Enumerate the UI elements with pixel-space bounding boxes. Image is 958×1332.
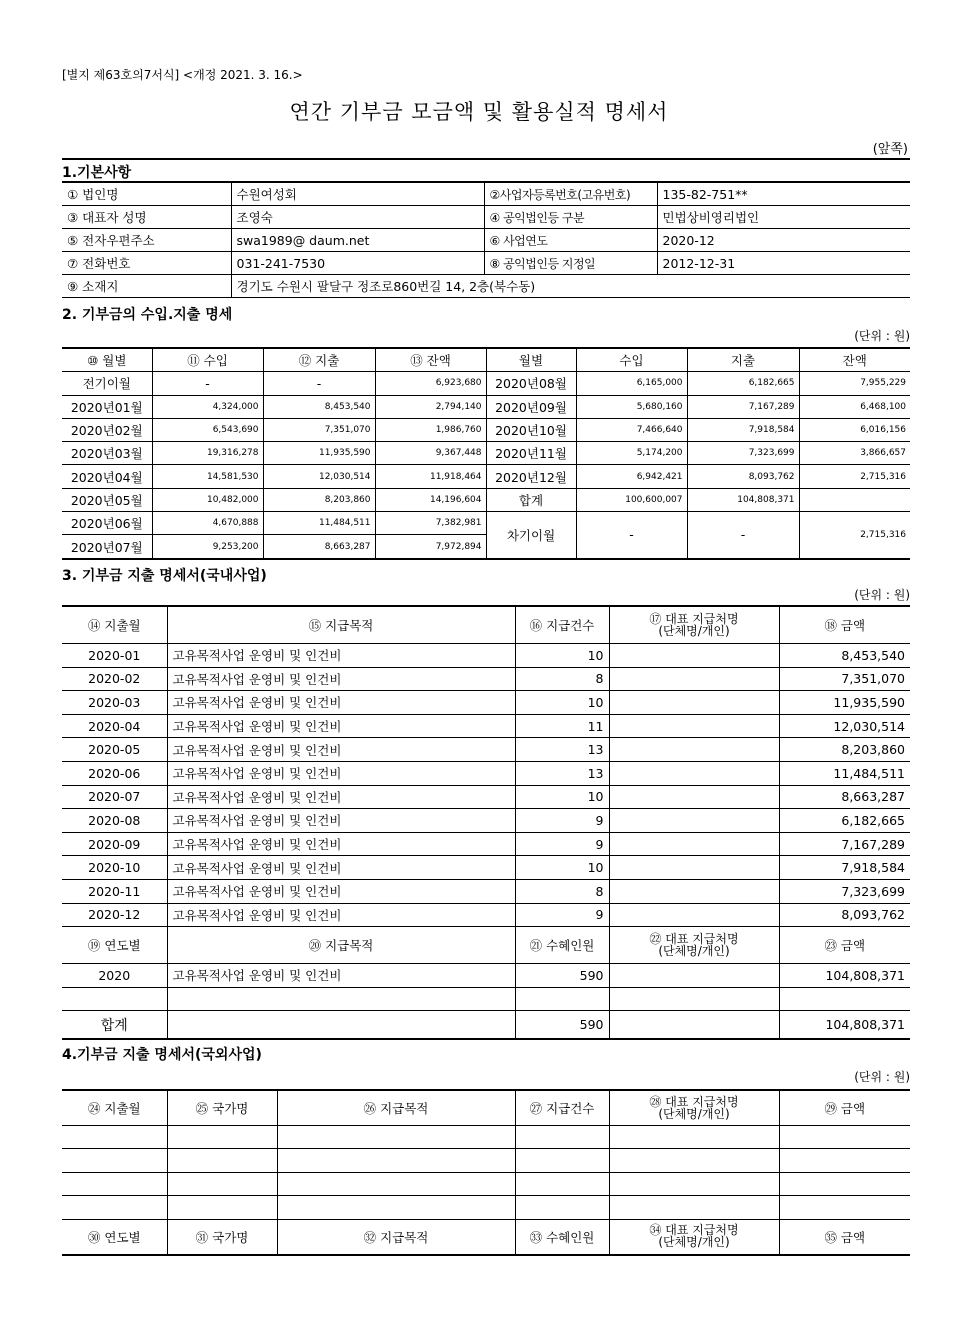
empty-cell	[167, 1149, 277, 1172]
purpose-cell: 고유목적사업 운영비 및 인건비	[167, 964, 515, 988]
table-header-row	[62, 1090, 910, 1126]
month-cell: 2020년04월	[62, 465, 152, 488]
purpose-cell	[167, 1011, 515, 1040]
front-page-label: (앞쪽)	[872, 142, 908, 157]
table-row	[62, 1149, 910, 1172]
header-label	[649, 1096, 738, 1120]
purpose-cell: 고유목적사업 운영비 및 인건비	[167, 879, 515, 903]
table-row	[62, 785, 910, 809]
table-header-row	[62, 348, 910, 372]
month-cell: 2020-07	[62, 785, 167, 809]
field-label: ⑥ 사업연도	[484, 229, 657, 252]
recipient-cell	[609, 714, 779, 738]
amount-cell: 11,935,590	[779, 691, 910, 715]
empty-cell	[515, 1126, 609, 1149]
field-value: 민법상비영리법인	[657, 206, 910, 229]
income-cell: 5,680,160	[576, 395, 687, 418]
expense-cell: 6,182,665	[687, 372, 799, 395]
count-cell: 11	[515, 714, 609, 738]
table-row	[62, 372, 910, 395]
empty-cell	[609, 1126, 779, 1149]
amount-cell: 7,351,070	[779, 667, 910, 691]
empty-cell	[779, 1196, 910, 1219]
field-value: 2012-12-31	[657, 252, 910, 275]
field-value: 031-241-7530	[231, 252, 484, 275]
income-cell: -	[152, 372, 263, 395]
table-row	[62, 879, 910, 903]
header-label	[649, 613, 738, 637]
balance-cell: 2,715,316	[799, 512, 910, 559]
balance-cell: 14,196,604	[375, 488, 486, 511]
recipient-cell	[609, 738, 779, 762]
address-label: ⑨ 소재지	[62, 275, 231, 298]
balance-cell: 3,866,657	[799, 442, 910, 465]
column-header: 수입	[576, 348, 687, 372]
table-row	[62, 667, 910, 691]
balance-cell: 11,918,464	[375, 465, 486, 488]
table-row	[62, 832, 910, 856]
address-row	[62, 275, 910, 298]
income-cell: 19,316,278	[152, 442, 263, 465]
balance-cell: 7,382,981	[375, 512, 486, 535]
expense-cell: 8,203,860	[263, 488, 375, 511]
amount-cell: 8,203,860	[779, 738, 910, 762]
column-header	[609, 927, 779, 964]
column-header: ⑲ 연도별	[62, 927, 167, 964]
basic-info-row	[62, 252, 910, 275]
column-header: ⑯ 지급건수	[515, 606, 609, 644]
recipient-cell	[609, 809, 779, 833]
month-cell: 2020년02월	[62, 418, 152, 441]
month-cell: 2020년09월	[486, 395, 576, 418]
month-cell: 전기이월	[62, 372, 152, 395]
purpose-cell: 고유목적사업 운영비 및 인건비	[167, 644, 515, 668]
recipient-cell	[609, 879, 779, 903]
empty-cell	[167, 1196, 277, 1219]
year-cell	[62, 987, 167, 1011]
income-cell: 5,174,200	[576, 442, 687, 465]
section3-unit: (단위 : 원)	[854, 588, 910, 602]
month-cell: 2020-06	[62, 761, 167, 785]
section3-heading: 3. 기부금 지출 명세서(국내사업)	[62, 568, 267, 584]
table-row	[62, 903, 910, 927]
income-cell: 7,466,640	[576, 418, 687, 441]
balance-cell: 9,367,448	[375, 442, 486, 465]
recipient-cell	[609, 987, 779, 1011]
balance-cell: 6,468,100	[799, 395, 910, 418]
header-line1: ㉒ 대표 지급처명	[649, 931, 739, 946]
header-label	[649, 1224, 738, 1248]
table-row	[62, 856, 910, 880]
expense-cell: 7,918,584	[687, 418, 799, 441]
count-cell: 9	[515, 903, 609, 927]
document-title: 연간 기부금 모금액 및 활용실적 명세서	[289, 100, 669, 124]
address-value: 경기도 수원시 팔달구 정조로860번길 14, 2층(북수동)	[231, 275, 910, 298]
expense-cell: 11,484,511	[263, 512, 375, 535]
column-header: ㉟ 금액	[779, 1219, 910, 1255]
balance-cell: 2,715,316	[799, 465, 910, 488]
month-cell: 합계	[486, 488, 576, 511]
purpose-cell: 고유목적사업 운영비 및 인건비	[167, 738, 515, 762]
month-cell: 2020-12	[62, 903, 167, 927]
empty-cell	[277, 1149, 515, 1172]
month-cell: 2020년05월	[62, 488, 152, 511]
total-row	[62, 1011, 910, 1040]
column-header: 지출	[687, 348, 799, 372]
column-header	[609, 1219, 779, 1255]
amount-cell: 104,808,371	[779, 964, 910, 988]
purpose-cell: 고유목적사업 운영비 및 인건비	[167, 714, 515, 738]
section2-heading: 2. 기부금의 수입.지출 명세	[62, 307, 233, 323]
section4-unit: (단위 : 원)	[854, 1070, 910, 1084]
empty-cell	[62, 1172, 167, 1195]
empty-cell	[779, 1149, 910, 1172]
amount-cell: 6,182,665	[779, 809, 910, 833]
month-cell: 2020년07월	[62, 535, 152, 559]
purpose-cell	[167, 987, 515, 1011]
month-cell: 2020-04	[62, 714, 167, 738]
table-row	[62, 418, 910, 441]
amount-cell: 8,453,540	[779, 644, 910, 668]
month-cell: 2020-02	[62, 667, 167, 691]
empty-cell	[779, 1126, 910, 1149]
empty-cell	[779, 1172, 910, 1195]
column-header: ⑬ 잔액	[375, 348, 486, 372]
column-header: ⑱ 금액	[779, 606, 910, 644]
month-cell: 2020-11	[62, 879, 167, 903]
table-row	[62, 964, 910, 988]
column-header: ⑳ 지급목적	[167, 927, 515, 964]
amount-cell: 8,093,762	[779, 903, 910, 927]
purpose-cell: 고유목적사업 운영비 및 인건비	[167, 903, 515, 927]
table-header-row	[62, 606, 910, 644]
income-cell: 10,482,000	[152, 488, 263, 511]
basic-info-row	[62, 182, 910, 206]
count-cell: 10	[515, 856, 609, 880]
recipient-cell	[609, 832, 779, 856]
empty-cell	[62, 1196, 167, 1219]
month-cell: 2020년01월	[62, 395, 152, 418]
field-label: ① 법인명	[62, 182, 231, 206]
column-header: ㉙ 금액	[779, 1090, 910, 1126]
count-cell: 10	[515, 644, 609, 668]
amount-cell: 7,167,289	[779, 832, 910, 856]
balance-cell: 7,955,229	[799, 372, 910, 395]
field-value: 조영숙	[231, 206, 484, 229]
balance-cell: 6,016,156	[799, 418, 910, 441]
field-label: ⑦ 전화번호	[62, 252, 231, 275]
field-value: 수원여성회	[231, 182, 484, 206]
header-line2: (단체명/개인)	[658, 943, 730, 958]
field-label: ④ 공익법인등 구분	[484, 206, 657, 229]
purpose-cell: 고유목적사업 운영비 및 인건비	[167, 667, 515, 691]
table-row	[62, 488, 910, 511]
header-label	[649, 933, 738, 957]
form-number: [별지 제63호의7서식] <개정 2021. 3. 16.>	[62, 68, 303, 82]
table-row	[62, 512, 910, 535]
count-cell	[515, 987, 609, 1011]
amount-cell: 12,030,514	[779, 714, 910, 738]
expense-cell: 8,093,762	[687, 465, 799, 488]
recipient-cell	[609, 964, 779, 988]
income-cell: -	[576, 512, 687, 559]
empty-cell	[277, 1126, 515, 1149]
month-cell: 2020년10월	[486, 418, 576, 441]
income-cell: 6,942,421	[576, 465, 687, 488]
recipient-cell	[609, 856, 779, 880]
empty-cell	[515, 1149, 609, 1172]
income-cell: 6,543,690	[152, 418, 263, 441]
column-header: ㉝ 수혜인원	[515, 1219, 609, 1255]
balance-cell: 6,923,680	[375, 372, 486, 395]
column-header: 월별	[486, 348, 576, 372]
expense-cell: 11,935,590	[263, 442, 375, 465]
expense-cell: 12,030,514	[263, 465, 375, 488]
empty-cell	[609, 1172, 779, 1195]
month-cell: 2020-09	[62, 832, 167, 856]
column-header: ⑪ 수입	[152, 348, 263, 372]
purpose-cell: 고유목적사업 운영비 및 인건비	[167, 761, 515, 785]
recipient-cell	[609, 761, 779, 785]
table-header-row	[62, 1219, 910, 1255]
section4-heading: 4.기부금 지출 명세서(국외사업)	[62, 1047, 262, 1063]
month-cell: 2020-01	[62, 644, 167, 668]
recipient-cell	[609, 785, 779, 809]
column-header: ㉓ 금액	[779, 927, 910, 964]
carry-forward-label: 차기이월	[486, 512, 576, 559]
column-header: ㉕ 국가명	[167, 1090, 277, 1126]
column-header: ⑫ 지출	[263, 348, 375, 372]
balance-cell: 1,986,760	[375, 418, 486, 441]
month-cell: 2020-08	[62, 809, 167, 833]
income-expense-table	[62, 347, 910, 560]
table-row	[62, 442, 910, 465]
month-cell: 2020-05	[62, 738, 167, 762]
count-cell: 10	[515, 691, 609, 715]
income-cell: 6,165,000	[576, 372, 687, 395]
column-header: ㉛ 국가명	[167, 1219, 277, 1255]
empty-cell	[609, 1196, 779, 1219]
count-cell: 8	[515, 667, 609, 691]
table-row	[62, 714, 910, 738]
empty-cell	[609, 1149, 779, 1172]
balance-cell	[799, 488, 910, 511]
expense-cell: 7,167,289	[687, 395, 799, 418]
purpose-cell: 고유목적사업 운영비 및 인건비	[167, 691, 515, 715]
table-row	[62, 395, 910, 418]
field-value: 2020-12	[657, 229, 910, 252]
field-label: ⑧ 공익법인등 지정일	[484, 252, 657, 275]
table-row	[62, 738, 910, 762]
count-cell: 9	[515, 832, 609, 856]
field-value: swa1989@ daum.net	[231, 229, 484, 252]
field-label: ②사업자등록번호(고유번호)	[484, 182, 657, 206]
month-cell: 2020-10	[62, 856, 167, 880]
column-header: ㉖ 지급목적	[277, 1090, 515, 1126]
empty-cell	[167, 1172, 277, 1195]
month-cell: 2020-03	[62, 691, 167, 715]
column-header: ㉚ 연도별	[62, 1219, 167, 1255]
basic-info-row	[62, 229, 910, 252]
header-line1: ㉞ 대표 지급처명	[649, 1223, 739, 1238]
section2-unit: (단위 : 원)	[854, 329, 910, 343]
recipient-cell	[609, 903, 779, 927]
amount-cell: 7,323,699	[779, 879, 910, 903]
total-label: 합계	[62, 1011, 167, 1040]
month-cell: 2020년12월	[486, 465, 576, 488]
table-row	[62, 987, 910, 1011]
table-row	[62, 1196, 910, 1219]
field-value: 135-82-751**	[657, 182, 910, 206]
column-header: ㉜ 지급목적	[277, 1219, 515, 1255]
basic-info-row	[62, 206, 910, 229]
recipient-cell	[609, 667, 779, 691]
count-cell: 10	[515, 785, 609, 809]
table-row	[62, 1126, 910, 1149]
header-line2: (단체명/개인)	[658, 1235, 730, 1250]
basic-info-table	[62, 181, 910, 298]
count-cell: 9	[515, 809, 609, 833]
header-line2: (단체명/개인)	[658, 623, 730, 638]
table-row	[62, 1172, 910, 1195]
amount-cell: 8,663,287	[779, 785, 910, 809]
column-header: ㉔ 지출월	[62, 1090, 167, 1126]
recipient-cell	[609, 1011, 779, 1040]
year-cell: 2020	[62, 964, 167, 988]
expense-cell: 7,323,699	[687, 442, 799, 465]
count-cell: 590	[515, 964, 609, 988]
total-amount: 104,808,371	[779, 1011, 910, 1040]
purpose-cell: 고유목적사업 운영비 및 인건비	[167, 856, 515, 880]
field-label: ③ 대표자 성명	[62, 206, 231, 229]
empty-cell	[515, 1196, 609, 1219]
expense-cell: 8,663,287	[263, 535, 375, 559]
purpose-cell: 고유목적사업 운영비 및 인건비	[167, 832, 515, 856]
table-row	[62, 465, 910, 488]
column-header: 잔액	[799, 348, 910, 372]
empty-cell	[62, 1126, 167, 1149]
month-cell: 2020년06월	[62, 512, 152, 535]
expense-cell: 7,351,070	[263, 418, 375, 441]
section1-heading: 1.기본사항	[62, 158, 910, 182]
empty-cell	[277, 1172, 515, 1195]
purpose-cell: 고유목적사업 운영비 및 인건비	[167, 785, 515, 809]
header-line2: (단체명/개인)	[658, 1106, 730, 1121]
month-cell: 2020년08월	[486, 372, 576, 395]
balance-cell: 2,794,140	[375, 395, 486, 418]
overseas-expense-table	[62, 1089, 910, 1256]
column-header: ㉑ 수혜인원	[515, 927, 609, 964]
field-label: ⑤ 전자우편주소	[62, 229, 231, 252]
balance-cell: 7,972,894	[375, 535, 486, 559]
count-cell: 13	[515, 738, 609, 762]
count-cell: 8	[515, 879, 609, 903]
column-header: ⑭ 지출월	[62, 606, 167, 644]
column-header: ⑮ 지급목적	[167, 606, 515, 644]
column-header: ㉗ 지급건수	[515, 1090, 609, 1126]
expense-cell: 8,453,540	[263, 395, 375, 418]
amount-cell	[779, 987, 910, 1011]
income-cell: 4,324,000	[152, 395, 263, 418]
income-cell: 14,581,530	[152, 465, 263, 488]
recipient-cell	[609, 691, 779, 715]
expense-cell: -	[263, 372, 375, 395]
amount-cell: 11,484,511	[779, 761, 910, 785]
table-header-row	[62, 927, 910, 964]
header-line1: ㉘ 대표 지급처명	[649, 1094, 739, 1109]
income-cell: 4,670,888	[152, 512, 263, 535]
table-row	[62, 644, 910, 668]
income-cell: 100,600,007	[576, 488, 687, 511]
empty-cell	[167, 1126, 277, 1149]
column-header	[609, 1090, 779, 1126]
count-cell: 13	[515, 761, 609, 785]
empty-cell	[515, 1172, 609, 1195]
purpose-cell: 고유목적사업 운영비 및 인건비	[167, 809, 515, 833]
total-count: 590	[515, 1011, 609, 1040]
empty-cell	[277, 1196, 515, 1219]
header-line1: ⑰ 대표 지급처명	[649, 611, 739, 626]
income-cell: 9,253,200	[152, 535, 263, 559]
domestic-expense-table	[62, 605, 910, 1040]
expense-cell: -	[687, 512, 799, 559]
table-row	[62, 691, 910, 715]
empty-cell	[62, 1149, 167, 1172]
expense-cell: 104,808,371	[687, 488, 799, 511]
month-cell: 2020년03월	[62, 442, 152, 465]
column-header: ⑩ 월별	[62, 348, 152, 372]
column-header	[609, 606, 779, 644]
amount-cell: 7,918,584	[779, 856, 910, 880]
recipient-cell	[609, 644, 779, 668]
table-row	[62, 809, 910, 833]
month-cell: 2020년11월	[486, 442, 576, 465]
table-row	[62, 761, 910, 785]
